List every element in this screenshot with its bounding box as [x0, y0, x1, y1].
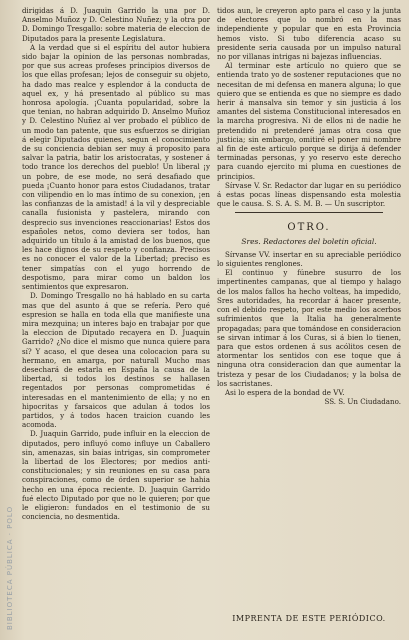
article-paragraph: El continuo y fúnebre susurro de los impertinentes campanas, que al tiempo y halago de los malos fallos ha hecho volteas, ha impedido, Sres autoridades, ha recordar á hacer presente, con el debido respeto, por este medio los acerbos sufrimientos que la Italia ha generalmente propagadas; para que tomándose en consideracion se sirvan intimar á los Curas, si á bien lo tienen, para que estos ordenen á sus acólitos cesen de atormentar los sentidos con ese toque que á ninguna otra consideracion dan que aumentar la tristeza y pesar de los Ciudadanos; y la bolsa de los sacristanes. [217, 268, 401, 388]
article-paragraph: D. Domingo Tresgallo no há hablado en su carta mas que del asunto á que se refería. Pero qué espresion se halla en toda ella que manifieste una mira mezquina; un interes bajo en trabajar por que la eleccion de Diputado recayera en D. Juaquin Garrido? ¿No dice el mismo que nunca quiere para sí? Y acaso, el que desea una colocacion para su hermano, en amarga, por naturall Mucho mas desechará de estarla en España la causa de la libertad, si todos los destinos se hallasen regentados por personas comprometidas é interesadas en el mantenimiento de ella; y no en hipocritas y farsaicos que adulan á todos los partidos, y á todos hacen traicion cuando les acomoda. [22, 291, 210, 430]
article-paragraph: tidos aun, le creyeron apto para el caso y la junta de electores que lo nombró en la mas independiente y popular que en esta Provincia hemos visto. Si tubo diferencia acaso su presidente seria causada por un impulso natural no por villanas intrigas ni bajezas influencias. [217, 6, 401, 62]
left-column [22, 6, 210, 521]
article-paragraph: dirigidas á D. Juaquin Garrido la una por D. Anselmo Muñoz y D. Celestino Nuñez; y la otra por D. Domingo Tresgallo: sobre materia de eleccion de Diputados para la presente Legislatura. [22, 6, 210, 43]
library-stamp: BIBLIOTECA PÚBLICA · POLO [6, 505, 14, 630]
right-column [217, 6, 401, 410]
article-paragraph: Sírvanse VV. insertar en su apreciable periódico lo siguientes renglones. [217, 249, 401, 269]
section-title: OTRO. [287, 222, 331, 234]
article-paragraph: A la verdad que si el espíritu del autor hubiera sido bajar la opinion de las personas nombradas, por que sus acreas profeses principios diversos de los que ellas profesan; lejos de conseguir su objeto, ha dado mas realce y esplendor á la conducta de aquel ex, y há presentado al público su mas honrosa apología. ¡Cuanta popularidad, sobre la que tenian, no habran adquirido D. Anselmo Muñoz y D. Celestino Nuñez al ver probado el público de un modo tan patente, que sus esfuerzos se dirigian á elegir Diputados quienes, segun el conocimiento de su conciencia debian ser muy á proposito para salvar la patria, batir los aristocratas, y sostener á todo trance los derechos del pueblo! Un liberal ¡y un pobre, de ese mode, no será desafiado que pueda ¡Cuanto honor para estos Ciudadanos, tratar con vilipendio en lo mas íntimo de su conexion, ¡en las confianzas de la amistad! á la vil y despreciable canalla fusionista y pastelera, mirando con desprecio sus invenciones reaccionarias! Estos dos españoles netos, como deviera ser todos, han adquirido un título á la amistad de los buenos, que les hace dignos de su respeto y confianza. Precisos es no conocer el valor de la Libertad; preciso es tener simpatías con el yugo horrendo de despotismo, para mirar como un baldon los sentimientos que expresaron. [22, 42, 210, 292]
section-salutation: Sres. Redactores del boletin oficial. [241, 236, 377, 246]
printer-footer: IMPRENTA DE ESTE PERIÓDICO. [232, 614, 386, 623]
editor-note: Sírvase V. Sr. Redactor dar lugar en su periódico á estas pocas líneas dispensando esta molestia que le causa. S. S. A. S. M. B. — Un suscriptor. [217, 180, 401, 209]
section-divider [235, 212, 383, 213]
signature: SS. S. Un Ciudadano. [324, 397, 401, 407]
article-paragraph: Al terminar este artículo no quiero que se entienda trato yo de sostener reputaciones que no necesitan de mi defensa en manera alguna; lo que quiero que se entienda es que no siempre es dado herir á mansalva sin temor y sin justicia á los amantes del sistema Constitucional interesados en la marcha progresiva. Ni de ellos ni de nadie he pretendido ni pretenderé jamas otra cosa que justicia; sin embargo, omitiré el poner mi nombre al fin de este articulo porque se dirija á defender terminadas personas, y yo reservo este derecho para cuando ejercito mi pluma en cuestiones de principios. [217, 61, 401, 181]
article-paragraph: D. Juaquin Garrido, pude influir en la eleccion de diputados, pero influyó como influye un Caballero sin, amenazas, sin baias intrigas, sin comprometer la libertad de los Electores; por medios anti-constitucionales; y sin reuniones en su casa para conspiraciones, como de órden superior se hahia hecho en una época reciente. D. Juaquin Garrido fué electo Diputado por que no le quieren; por que le eligieron: fundados en el testimonio de su conciencia, no desmentida. [22, 429, 210, 522]
article-paragraph: Asi lo espera de la bondad de VV. [225, 387, 345, 397]
